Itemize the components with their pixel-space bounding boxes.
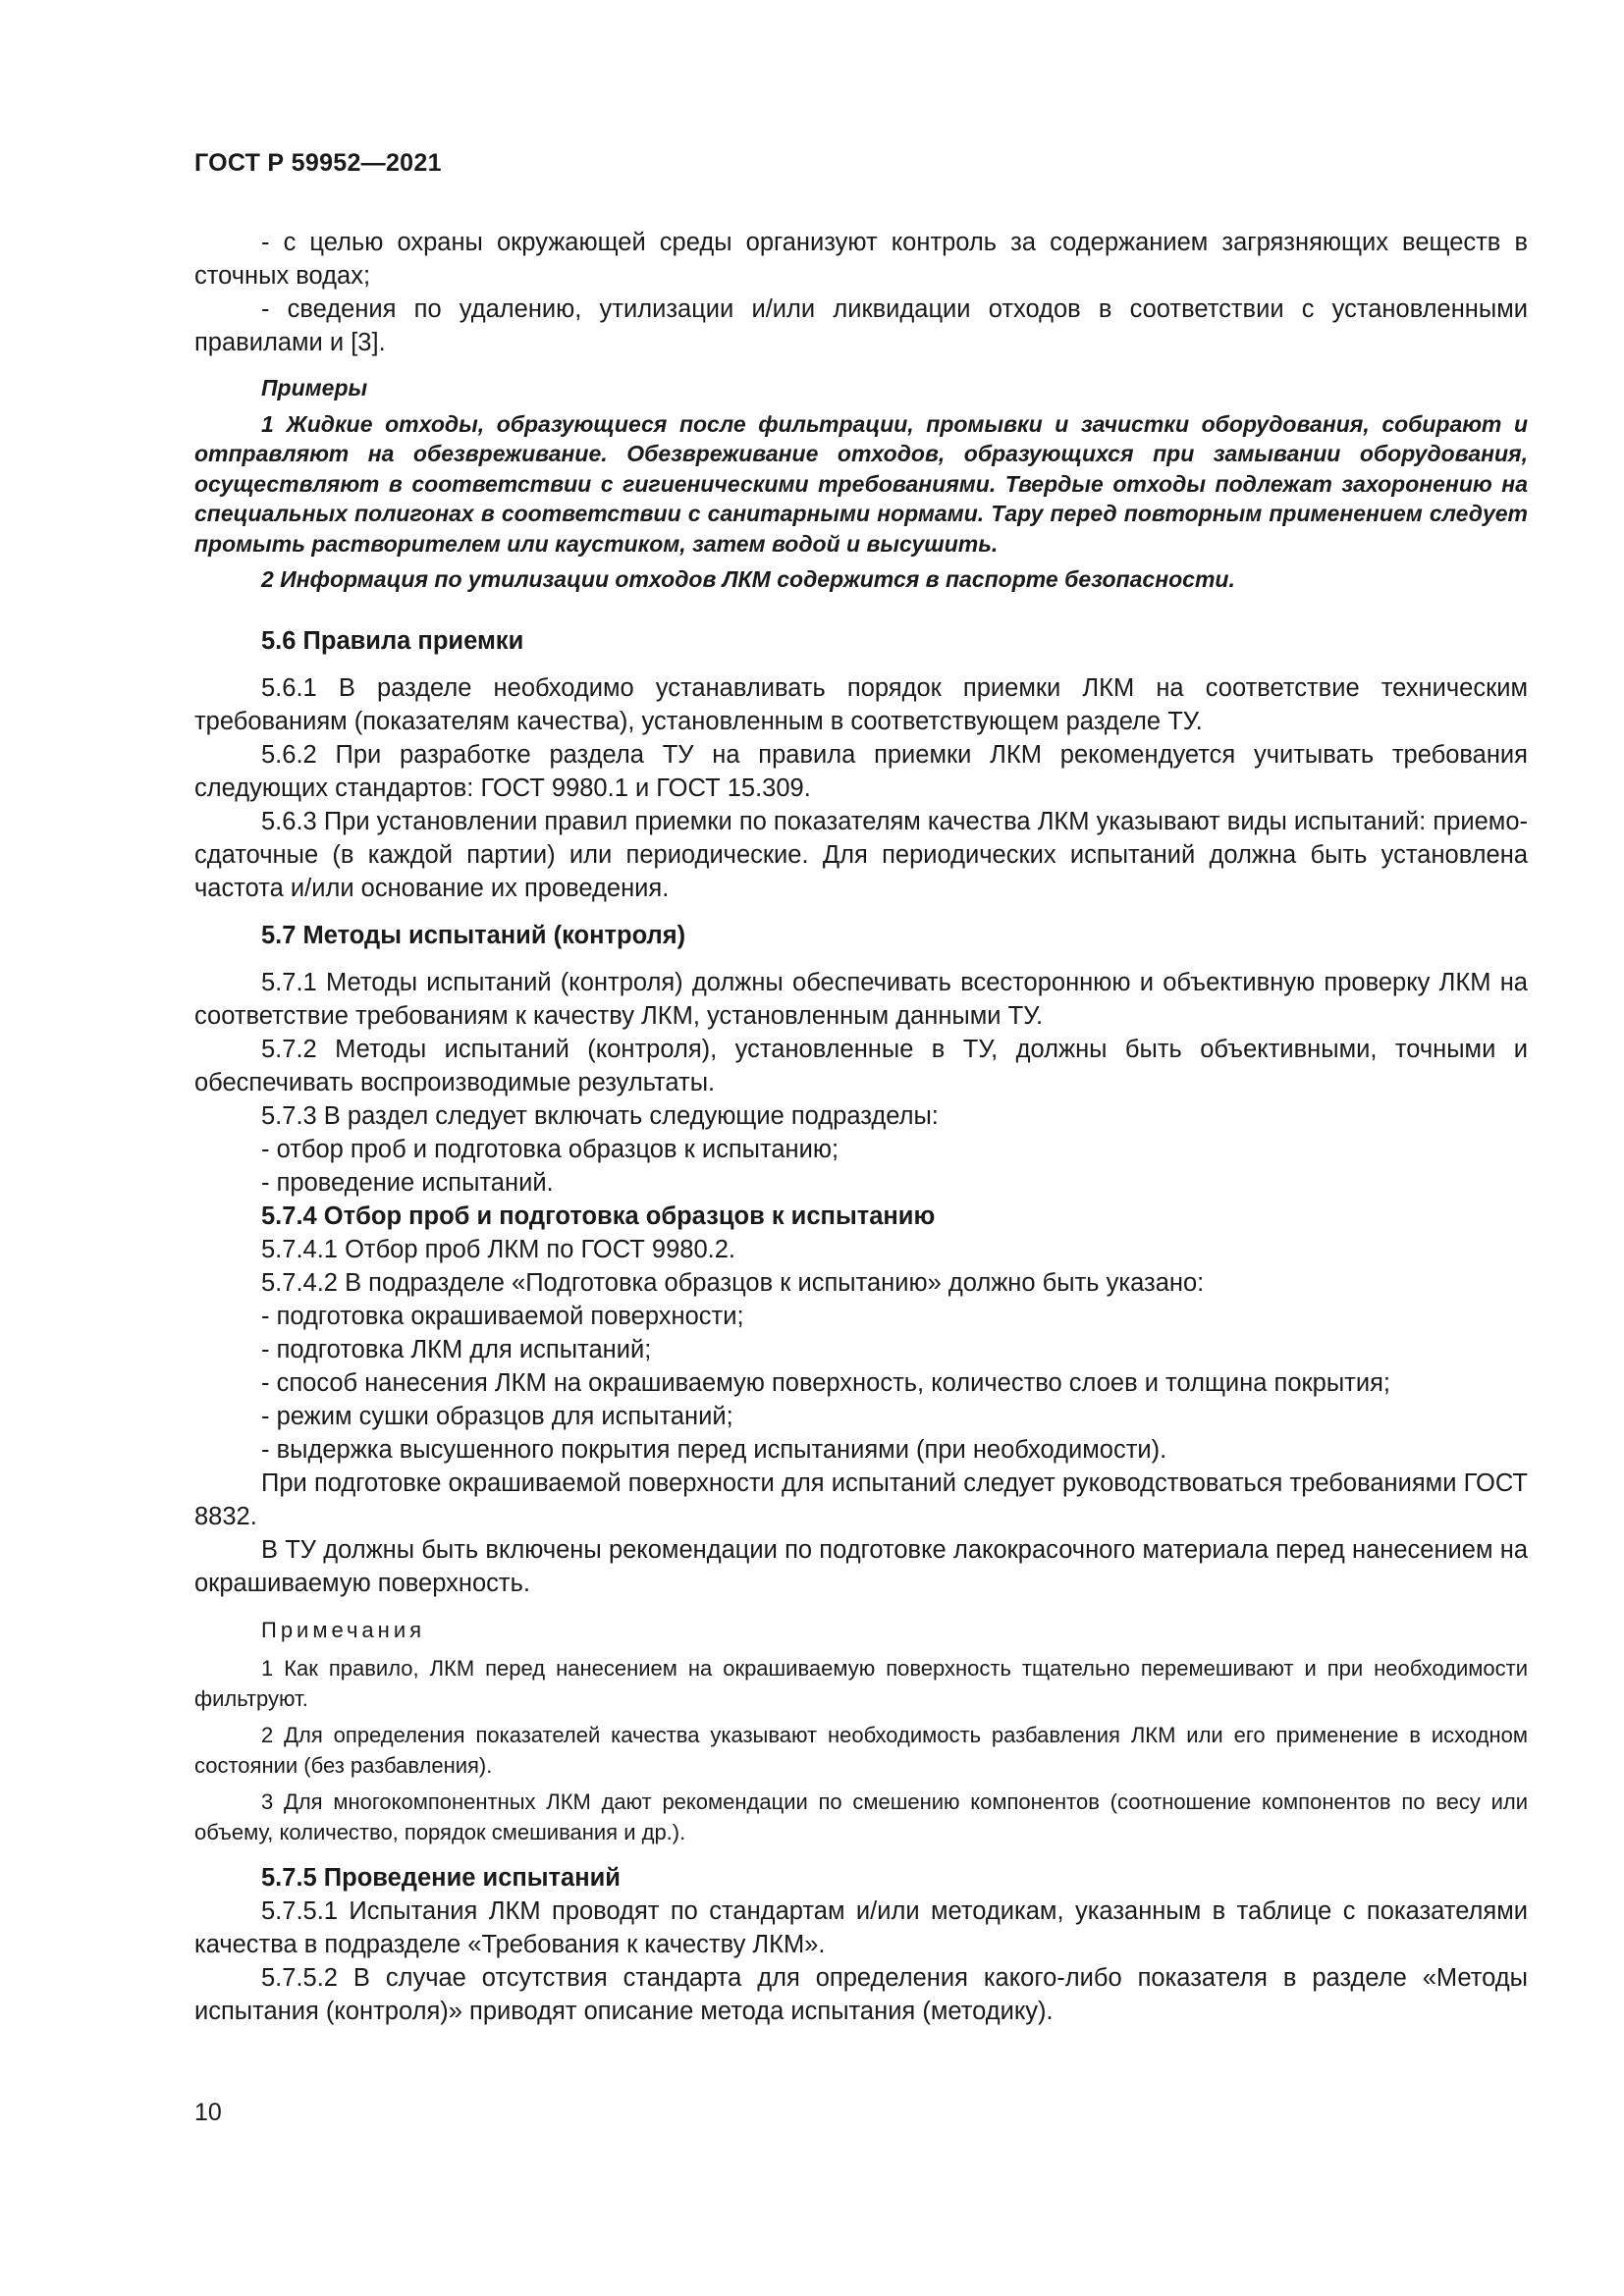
para-5-7-1: 5.7.1 Методы испытаний (контроля) должны обеспечивать всестороннюю и объективную проверку ЛКМ на соответствие требованиям к качеству ЛКМ, установленным данными ТУ. bbox=[194, 968, 1528, 1030]
list-item: - отбор проб и подготовка образцов к испытанию; bbox=[261, 1135, 839, 1163]
list-item: - способ нанесения ЛКМ на окрашиваемую поверхность, количество слоев и толщина покрытия; bbox=[261, 1368, 1390, 1397]
example-1: 1 Жидкие отходы, образующиеся после фильтрации, промывки и зачистки оборудования, собирают и отправляют на обезвреживание. Обезвреживание отходов, образующихся при замывании оборудования, осуществляют в соответствии с гигиеническими требованиями. Твердые отходы подлежат захоронению на специальных полигонах в соответствии с санитарными нормами. Тару перед повторным применением следует промыть растворителем или каустиком, затем водой и высушить. bbox=[194, 410, 1528, 557]
page-number: 10 bbox=[194, 2099, 222, 2126]
para-5-7-4-2: 5.7.4.2 В подразделе «Подготовка образцов к испытанию» должно быть указано: bbox=[261, 1268, 1205, 1297]
list-item: - проведение испытаний. bbox=[261, 1168, 554, 1197]
para-5-6-2: 5.6.2 При разработке раздела ТУ на правила приемки ЛКМ рекомендуется учитывать требования следующих стандартов: ГОСТ 9980.1 и ГОСТ 15.309. bbox=[194, 740, 1528, 802]
para-5-6-1: 5.6.1 В разделе необходимо устанавливать порядок приемки ЛКМ на соответствие техническим требованиям (показателям качества), установленным в соответствующем разделе ТУ. bbox=[194, 673, 1528, 735]
para-5-7-3: 5.7.3 В раздел следует включать следующие подразделы: bbox=[261, 1101, 939, 1130]
para-5-7-4-4: В ТУ должны быть включены рекомендации по подготовке лакокрасочного материала перед нанесением на окрашиваемую поверхность. bbox=[194, 1535, 1528, 1597]
note-2: 2 Для определения показателей качества указывают необходимость разбавления ЛКМ или его применение в исходном состоянии (без разбавления). bbox=[194, 1722, 1528, 1778]
examples-title: Примеры bbox=[261, 375, 368, 400]
note-1: 1 Как правило, ЛКМ перед нанесением на окрашиваемую поверхность тщательно перемешивают и при необходимости фильтруют. bbox=[194, 1655, 1528, 1711]
para-5-7-5-2: 5.7.5.2 В случае отсутствия стандарта для определения какого-либо показателя в разделе «Методы испытания (контроля)» приводят описание метода испытания (методику). bbox=[194, 1963, 1528, 2025]
intro-bullet-2: - сведения по удалению, утилизации и/или ликвидации отходов в соответствии с установленными правилами и [3]. bbox=[194, 295, 1528, 356]
list-item: - подготовка ЛКМ для испытаний; bbox=[261, 1335, 652, 1363]
document-body bbox=[194, 226, 1528, 2028]
section-5-7-5-title: 5.7.5 Проведение испытаний bbox=[261, 1863, 621, 1892]
section-5-7-4-title: 5.7.4 Отбор проб и подготовка образцов к испытанию bbox=[261, 1201, 936, 1230]
intro-bullet-1: - с целью охраны окружающей среды организуют контроль за содержанием загрязняющих веществ в сточных водах; bbox=[194, 229, 1528, 290]
list-item: - подготовка окрашиваемой поверхности; bbox=[261, 1302, 744, 1330]
para-5-7-5-1: 5.7.5.1 Испытания ЛКМ проводят по стандартам и/или методикам, указанным в таблице с показателями качества в подразделе «Требования к качеству ЛКМ». bbox=[194, 1896, 1528, 1958]
para-5-7-2: 5.7.2 Методы испытаний (контроля), установленные в ТУ, должны быть объективными, точными и обеспечивать воспроизводимые результаты. bbox=[194, 1035, 1528, 1096]
example-2: 2 Информация по утилизации отходов ЛКМ содержится в паспорте безопасности. bbox=[261, 566, 1235, 592]
document-header: ГОСТ Р 59952—2021 bbox=[194, 149, 442, 177]
note-3: 3 Для многокомпонентных ЛКМ дают рекомендации по смешению компонентов (соотношение компонентов по весу или объему, количество, порядок смешивания и др.). bbox=[194, 1789, 1528, 1844]
para-5-7-4-1: 5.7.4.1 Отбор проб ЛКМ по ГОСТ 9980.2. bbox=[261, 1235, 736, 1263]
section-5-6-title: 5.6 Правила приемки bbox=[261, 626, 524, 655]
para-5-6-3: 5.6.3 При установлении правил приемки по показателям качества ЛКМ указывают виды испытаний: приемо-сдаточные (в каждой партии) или периодические. Для периодических испытаний должна быть установлена частота и/или основание их проведения. bbox=[194, 807, 1528, 902]
para-5-7-4-3: При подготовке окрашиваемой поверхности для испытаний следует руководствоваться требованиями ГОСТ 8832. bbox=[194, 1468, 1528, 1530]
section-5-7-title: 5.7 Методы испытаний (контроля) bbox=[261, 921, 686, 949]
list-item: - выдержка высушенного покрытия перед испытаниями (при необходимости). bbox=[261, 1435, 1167, 1464]
list-item: - режим сушки образцов для испытаний; bbox=[261, 1402, 733, 1430]
notes-title: Примечания bbox=[261, 1617, 426, 1642]
